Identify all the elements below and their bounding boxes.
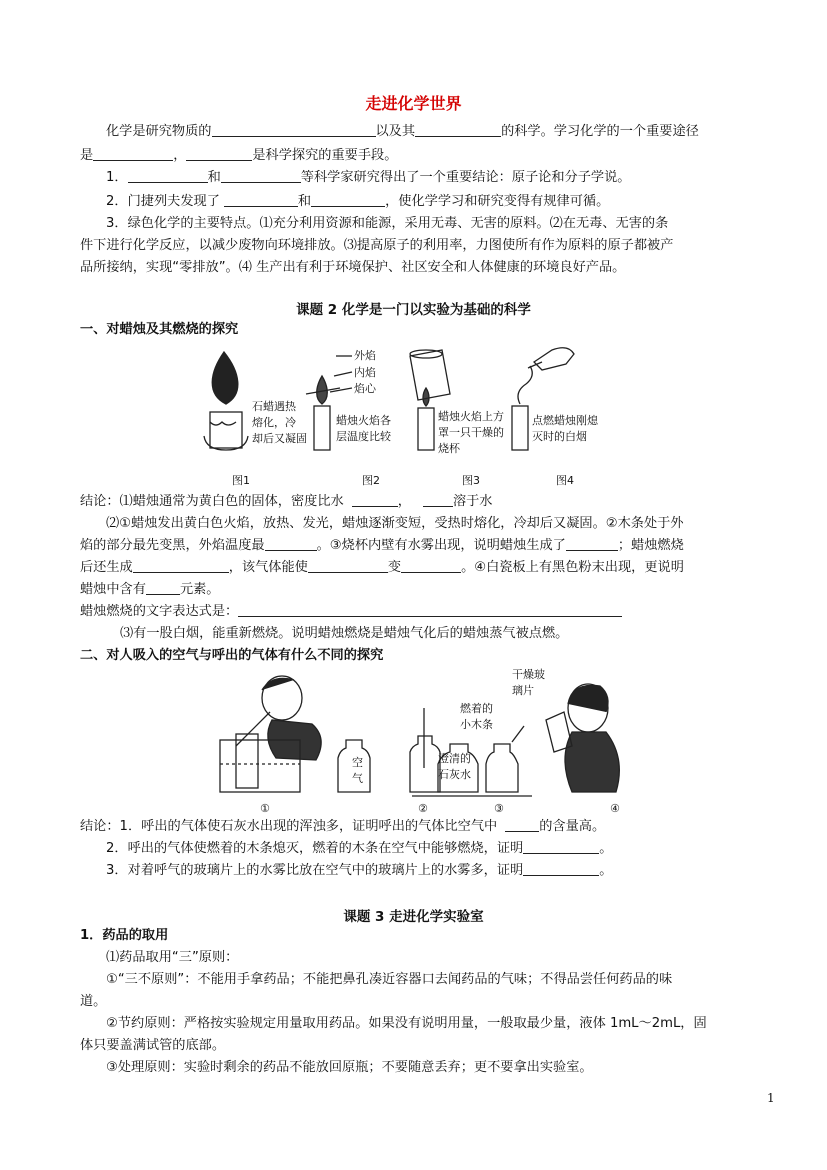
- breath-conclusion-1: [80, 817, 605, 837]
- breath-experiment-figure: [212, 668, 632, 816]
- blank: [93, 146, 173, 161]
- blank: [423, 492, 453, 507]
- rule-1-cont: 道。: [80, 994, 107, 1009]
- intro-item-3: 3．绿色化学的主要特点。⑴充分利用资源和能源，采用无毒、无害的原料。⑵在无毒、无害的条: [106, 216, 669, 231]
- label-stick-1: 燃着的: [460, 702, 493, 715]
- lesson-3-heading: 课题 3 走进化学实验室: [343, 909, 484, 925]
- text: 。④白瓷板上有黑色粉末出现，更说明: [461, 560, 684, 575]
- conclusion-3: [80, 536, 684, 556]
- figure-number: ④: [610, 802, 620, 815]
- fig3-text-1: 蜡烛火焰上方: [438, 410, 504, 423]
- blank: [415, 122, 501, 137]
- label-inner-flame: 内焰: [354, 366, 376, 379]
- text: 和: [297, 194, 312, 209]
- word-equation: [80, 602, 622, 622]
- text: ，使化学学习和研究变得有规律可循。: [385, 194, 610, 209]
- conclusion-1: [80, 492, 493, 512]
- fig4-text-2: 灭时的白烟: [532, 430, 587, 443]
- text: 化学是研究物质的: [106, 124, 212, 139]
- blank: [523, 861, 599, 876]
- label-outer-flame: 外焰: [354, 349, 376, 362]
- text: ，: [397, 494, 411, 509]
- text: 蜡烛中含有: [80, 582, 146, 597]
- label-limewater-2: 石灰水: [438, 768, 471, 781]
- lesson-2-heading: 课题 2 化学是一门以实验为基础的科学: [296, 302, 531, 318]
- figure-number: ①: [260, 802, 270, 815]
- fig4-text-1: 点燃蜡烛刚熄: [532, 414, 598, 427]
- blank: [311, 192, 385, 207]
- section-heading: 一、对蜡烛及其燃烧的探究: [80, 322, 239, 337]
- section-heading: 1．药品的取用: [80, 928, 169, 943]
- text: ，该气体能使: [228, 560, 308, 575]
- label-air-1: 空: [352, 756, 363, 769]
- text: 后还生成: [80, 560, 133, 575]
- text: 结论：1．呼出的气体使石灰水出现的浑浊多，证明呼出的气体比空气中: [80, 819, 498, 834]
- rule-2-cont: 体只要盖满试管的底部。: [80, 1038, 226, 1053]
- blank: [146, 580, 180, 595]
- rule-1: ①“三不原则”：不能用手拿药品；不能把鼻孔凑近容器口去闻药品的气味；不得品尝任何药品的味: [106, 972, 673, 987]
- text: 。③烧杯内壁有水雾出现，说明蜡烛生成了: [316, 538, 566, 553]
- figure-caption: 图4: [556, 474, 574, 487]
- page-number: 1: [767, 1091, 775, 1105]
- blank: [133, 558, 229, 573]
- blank: [401, 558, 461, 573]
- blank: [221, 168, 301, 183]
- conclusion-4: [80, 558, 684, 578]
- intro-item-2: [106, 192, 609, 212]
- conclusion-5: [80, 580, 220, 600]
- fig2-text-1: 蜡烛火焰各: [336, 414, 391, 427]
- blank: [186, 146, 252, 161]
- conclusion-6: ⑶有一股白烟，能重新燃烧。说明蜡烛燃烧是蜡烛气化后的蜡烛蒸气被点燃。: [120, 626, 569, 641]
- text: 元素。: [179, 582, 220, 597]
- label-flame-core: 焰心: [354, 382, 376, 395]
- text: 。: [599, 863, 613, 878]
- label-glass-2: 璃片: [512, 684, 534, 697]
- blank: [128, 168, 208, 183]
- label-limewater-1: 澄清的: [438, 752, 471, 765]
- text: 是: [80, 148, 94, 163]
- figure-number: ②: [418, 802, 428, 815]
- text: 等科学家研究得出了一个重要结论：原子论和分子学说。: [300, 170, 631, 185]
- candle-experiment-figure: [196, 342, 610, 490]
- figure-number: ③: [494, 802, 504, 815]
- text: 3．对着呼气的玻璃片上的水雾比放在空气中的玻璃片上的水雾多，证明: [106, 863, 524, 878]
- text: 1．: [106, 170, 128, 185]
- text: 的含量高。: [539, 819, 606, 834]
- blank: [265, 536, 317, 551]
- text: ；蜡烛燃烧: [617, 538, 684, 553]
- figure-caption: 图3: [462, 474, 480, 487]
- intro-line-2: [80, 146, 397, 166]
- blank: [224, 192, 298, 207]
- text: 2．门捷列夫发现了: [106, 194, 220, 209]
- text: 和: [207, 170, 221, 185]
- rule-intro: ⑴药品取用“三”原则：: [106, 950, 239, 965]
- rule-3: ③处理原则：实验时剩余的药品不能放回原瓶；不要随意丢弃；更不要拿出实验室。: [106, 1060, 593, 1075]
- rule-2: ②节约原则：严格按实验规定用量取用药品。如果没有说明用量，一般取最少量，液体 1mL～2mL，固: [106, 1016, 707, 1031]
- label-glass-1: 干燥玻: [512, 668, 545, 681]
- text: 变: [387, 560, 402, 575]
- intro-item-3-cont: 件下进行化学反应，以减少废物向环境排放。⑶提高原子的利用率，力图使所有作为原料的原子都被产: [80, 238, 674, 253]
- text: 的科学。学习化学的一个重要途径: [501, 124, 699, 139]
- intro-item-1: [106, 168, 630, 188]
- fig1-text-3: 却后又凝固: [252, 432, 307, 445]
- label-air-2: 气: [352, 772, 363, 785]
- fig3-text-3: 烧杯: [438, 442, 460, 455]
- text: 以及其: [375, 124, 416, 139]
- fig1-text-2: 熔化，冷: [252, 416, 296, 429]
- text: 2．呼出的气体使燃着的木条熄灭，燃着的木条在空气中能够燃烧，证明: [106, 841, 524, 856]
- fig1-text-1: 石蜡遇热: [252, 400, 296, 413]
- page-title: 走进化学世界: [365, 94, 462, 113]
- blank: [238, 602, 622, 617]
- blank: [212, 122, 376, 137]
- text: 蜡烛燃烧的文字表达式是：: [80, 604, 239, 619]
- figure-caption: 图1: [232, 474, 250, 487]
- blank: [566, 536, 618, 551]
- figure-caption: 图2: [362, 474, 380, 487]
- fig2-text-2: 层温度比较: [336, 430, 391, 443]
- conclusion-2: ⑵①蜡烛发出黄白色火焰，放热、发光，蜡烛逐渐变短，受热时熔化，冷却后又凝固。②木条处于外: [106, 516, 684, 531]
- intro-item-3-cont: 品所接纳，实现“零排放”。⑷ 生产出有利于环境保护、社区安全和人体健康的环境良好产品。: [80, 260, 626, 275]
- section-heading: 二、对人吸入的空气与呼出的气体有什么不同的探究: [80, 648, 384, 663]
- intro-line-1: [106, 122, 699, 142]
- blank: [352, 492, 398, 507]
- blank: [308, 558, 388, 573]
- blank: [505, 817, 539, 832]
- breath-conclusion-2: [106, 839, 612, 859]
- text: 结论：⑴蜡烛通常为黄白色的固体，密度比水: [80, 494, 344, 509]
- blank: [523, 839, 599, 854]
- text: 。: [599, 841, 613, 856]
- text: 溶于水: [452, 494, 493, 509]
- text: ，: [173, 148, 187, 163]
- breath-conclusion-3: [106, 861, 612, 881]
- text: 是科学探究的重要手段。: [252, 148, 398, 163]
- fig3-text-2: 罩一只干燥的: [438, 426, 504, 439]
- label-stick-2: 小木条: [460, 718, 493, 731]
- text: 焰的部分最先变黑，外焰温度最: [80, 538, 265, 553]
